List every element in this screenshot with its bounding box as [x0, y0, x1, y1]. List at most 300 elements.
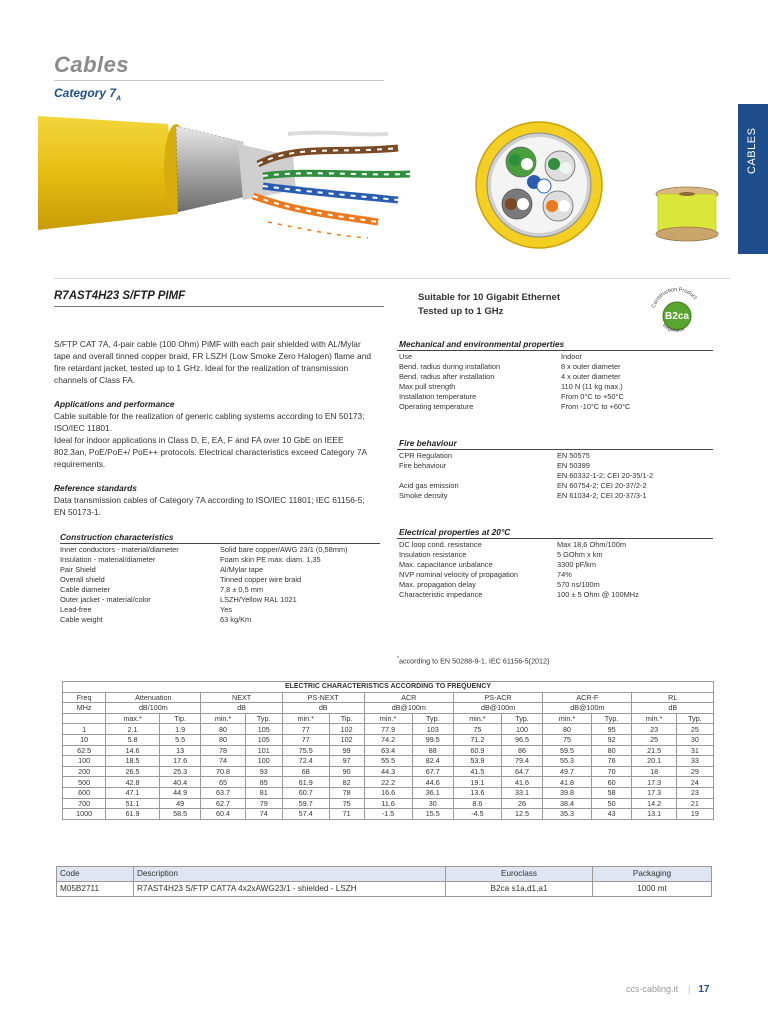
- page-footer: [626, 984, 710, 995]
- value-cell: 82: [329, 777, 364, 788]
- value-cell: 99.5: [412, 734, 453, 745]
- property-value: EN 61034-2; CEI 20-37/3-1: [557, 491, 647, 500]
- intro-text: S/FTP CAT 7A, 4-pair cable (100 Ohm) PiMF with each pair shielded with AL/Mylar tape and overall tinned copper braid, FR LSZH (Low Smoke Zero Halogen) flame and fire retardant jacket, tested up to 1 GHz. Ideal for the realization of transmission channels of Class FA.: [54, 339, 372, 385]
- value-cell: 19.1: [453, 777, 501, 788]
- table-row: [399, 362, 630, 372]
- value-cell: 41.6: [501, 777, 542, 788]
- table-row: [57, 882, 712, 897]
- value-cell: 105: [245, 734, 282, 745]
- value-cell: 20.1: [632, 756, 676, 767]
- product-code-table: [56, 866, 712, 897]
- section-tab[interactable]: [738, 104, 768, 254]
- gigabit-line: Suitable for 10 Gigabit Ethernet: [418, 292, 560, 303]
- value-cell: 44.6: [412, 777, 453, 788]
- value-cell: 78: [201, 745, 245, 756]
- value-cell: 1.9: [159, 724, 201, 735]
- title-divider: [54, 80, 384, 81]
- badge-top-text: Construction Product: [650, 286, 698, 309]
- column-unit: MHz: [63, 703, 106, 714]
- table-row: [399, 481, 653, 491]
- value-cell: 68: [282, 766, 329, 777]
- property-value: 74%: [557, 570, 572, 579]
- property-value: LSZH/Yellow RAL 1021: [220, 595, 297, 604]
- property-label: Characteristic impedance: [399, 590, 483, 599]
- value-cell: 58: [591, 787, 632, 798]
- category-label: Category 7: [54, 86, 117, 100]
- mechanical-rule: [397, 350, 713, 351]
- frequency-cell: 200: [63, 766, 106, 777]
- table-row: [399, 550, 639, 560]
- footnote-text: according to EN 50288-9-1, IEC 61156-5(2012): [398, 656, 550, 666]
- value-cell: 88: [412, 745, 453, 756]
- column-unit: dB: [282, 703, 364, 714]
- value-cell: 62.7: [201, 798, 245, 809]
- page-number: 17: [698, 984, 710, 995]
- column-subheader: min.*: [453, 713, 501, 724]
- property-value: 570 ns/100m: [557, 580, 600, 589]
- value-cell: 93: [245, 766, 282, 777]
- property-label: Smoke density: [399, 491, 448, 500]
- table-row: [399, 392, 630, 402]
- value-cell: 80: [201, 724, 245, 735]
- column-group-header: Freq: [63, 692, 106, 703]
- value-cell: 40.4: [159, 777, 201, 788]
- applications-text-1: Cable suitable for the realization of generic cabling systems according to EN 50173; ISO/IEC 11801.: [54, 411, 365, 433]
- property-label: NVP nominal velocity of propagation: [399, 570, 519, 579]
- value-cell: 59.7: [282, 798, 329, 809]
- value-cell: 38.4: [543, 798, 592, 809]
- product-name: R7AST4H23 S/FTP PIMF: [54, 290, 186, 302]
- value-cell: 49.7: [543, 766, 592, 777]
- value-cell: 77: [282, 734, 329, 745]
- value-cell: 25: [632, 734, 676, 745]
- value-cell: 102: [329, 734, 364, 745]
- column-unit: dB@100m: [543, 703, 632, 714]
- table-row: [399, 451, 653, 461]
- page-title: Cables: [54, 52, 130, 77]
- value-cell: 59.5: [543, 745, 592, 756]
- value-cell: 51.1: [106, 798, 160, 809]
- table-row: [399, 570, 639, 580]
- value-cell: 61.9: [106, 809, 160, 820]
- value-cell: 43: [591, 809, 632, 820]
- footer-separator: |: [688, 984, 691, 994]
- value-cell: 22.2: [364, 777, 412, 788]
- value-cell: 50: [591, 798, 632, 809]
- frequency-cell: 62.5: [63, 745, 106, 756]
- property-value: EN 60332-1-2; CEI 20-35/1-2: [557, 471, 654, 480]
- euroclass-header: Euroclass: [446, 867, 593, 882]
- column-unit: dB@100m: [364, 703, 453, 714]
- value-cell: 8.6: [453, 798, 501, 809]
- value-cell: -4.5: [453, 809, 501, 820]
- website-link[interactable]: ccs-cabling.it: [626, 984, 679, 994]
- value-cell: 100: [245, 756, 282, 767]
- property-label: Max. propagation delay: [399, 580, 476, 589]
- frequency-cell: 700: [63, 798, 106, 809]
- value-cell: 70: [591, 766, 632, 777]
- property-label: Bend. radius during installation: [399, 362, 501, 371]
- value-cell: -1.5: [364, 809, 412, 820]
- property-value: Yes: [220, 605, 233, 614]
- column-subheader: min.*: [282, 713, 329, 724]
- property-value: 110 N (11 kg max.): [561, 382, 623, 391]
- value-cell: 42.8: [106, 777, 160, 788]
- reference-text: Data transmission cables of Category 7A according to ISO/IEC 11801; IEC 61156-5; EN 50173-1.: [54, 495, 365, 517]
- column-subheader: Typ.: [676, 713, 713, 724]
- property-label: Outer jacket - material/color: [60, 595, 151, 604]
- value-cell: 75.5: [282, 745, 329, 756]
- property-label: Pair Shield: [60, 565, 96, 574]
- table-row: [60, 585, 347, 595]
- property-label: Insulation resistance: [399, 550, 467, 559]
- value-cell: 97: [329, 756, 364, 767]
- value-cell: 15.5: [412, 809, 453, 820]
- table-row: [63, 745, 714, 756]
- property-value: Tinned copper wire braid: [220, 575, 302, 584]
- value-cell: 75: [543, 734, 592, 745]
- product-highlights: [418, 291, 560, 319]
- frequency-cell: 1: [63, 724, 106, 735]
- property-value: EN 60754-2; CEI 20-37/2-2: [557, 481, 647, 490]
- table-row: [399, 590, 639, 600]
- value-cell: 41.5: [453, 766, 501, 777]
- packaging-header: Packaging: [593, 867, 712, 882]
- value-cell: 29: [676, 766, 713, 777]
- property-value: 7,8 ± 0,5 mm: [220, 585, 264, 594]
- table-row: [60, 555, 347, 565]
- table-row: [63, 809, 714, 820]
- value-cell: 80: [201, 734, 245, 745]
- value-cell: 25: [676, 724, 713, 735]
- value-cell: 99: [329, 745, 364, 756]
- value-cell: 72.4: [282, 756, 329, 767]
- property-label: Bend. radius after installation: [399, 372, 495, 381]
- value-cell: 33.1: [501, 787, 542, 798]
- value-cell: 24: [676, 777, 713, 788]
- property-value: From -10°C to +60°C: [561, 402, 631, 411]
- value-cell: 5.5: [159, 734, 201, 745]
- badge-bottom-text: Regulation: [661, 322, 686, 334]
- value-cell: 101: [245, 745, 282, 756]
- value-cell: 63.7: [201, 787, 245, 798]
- value-cell: 80: [591, 745, 632, 756]
- property-label: Lead-free: [60, 605, 92, 614]
- value-cell: 79.4: [501, 756, 542, 767]
- property-label: Cable weight: [60, 615, 103, 624]
- table-row: [399, 461, 653, 471]
- column-unit: dB: [632, 703, 714, 714]
- column-subheader: min.*: [632, 713, 676, 724]
- value-cell: 21.5: [632, 745, 676, 756]
- column-group-header: ACR: [364, 692, 453, 703]
- column-subheader: Typ.: [412, 713, 453, 724]
- value-cell: 64.7: [501, 766, 542, 777]
- property-label: DC loop cond. resistance: [399, 540, 482, 549]
- cable-photo: [38, 104, 438, 254]
- value-cell: 82.4: [412, 756, 453, 767]
- column-subheader: Tip.: [159, 713, 201, 724]
- construction-table: [60, 545, 347, 625]
- value-cell: 49: [159, 798, 201, 809]
- column-unit: dB@100m: [453, 703, 542, 714]
- value-cell: 17.3: [632, 777, 676, 788]
- table-row: [63, 724, 714, 735]
- column-subheader: Typ.: [501, 713, 542, 724]
- product-code: M05B2711: [57, 882, 134, 897]
- frequency-cell: 100: [63, 756, 106, 767]
- value-cell: 53.9: [453, 756, 501, 767]
- table-row: [60, 565, 347, 575]
- column-group-header: RL: [632, 692, 714, 703]
- property-label: [399, 471, 557, 481]
- value-cell: 74.2: [364, 734, 412, 745]
- property-label: Inner conductors - material/diameter: [60, 545, 179, 554]
- value-cell: 17.3: [632, 787, 676, 798]
- value-cell: 12.5: [501, 809, 542, 820]
- fire-table: [399, 451, 653, 501]
- table-row: [63, 766, 714, 777]
- fire-heading: Fire behaviour: [399, 438, 457, 448]
- value-cell: 11.6: [364, 798, 412, 809]
- property-value: 3300 pF/km: [557, 560, 597, 569]
- value-cell: 13: [159, 745, 201, 756]
- cpr-badge-icon: [646, 284, 708, 342]
- table-row: [399, 402, 630, 412]
- column-subheader: min.*: [364, 713, 412, 724]
- value-cell: 60.9: [453, 745, 501, 756]
- value-cell: 78: [329, 787, 364, 798]
- column-subheader: min.*: [543, 713, 592, 724]
- product-name-underline: [54, 306, 384, 307]
- value-cell: 47.1: [106, 787, 160, 798]
- value-cell: 26.5: [106, 766, 160, 777]
- value-cell: 71.2: [453, 734, 501, 745]
- property-value: Foam skin PE max. diam. 1,35: [220, 555, 321, 564]
- value-cell: 67.7: [412, 766, 453, 777]
- value-cell: 65: [201, 777, 245, 788]
- value-cell: 16.6: [364, 787, 412, 798]
- value-cell: 86: [501, 745, 542, 756]
- table-row: [399, 540, 639, 550]
- value-cell: 74: [201, 756, 245, 767]
- construction-rule: [60, 543, 380, 544]
- euroclass-value: B2ca s1a,d1,a1: [446, 882, 593, 897]
- table-row: [399, 491, 653, 501]
- table-row: [399, 382, 630, 392]
- value-cell: 41.8: [543, 777, 592, 788]
- value-cell: 44.9: [159, 787, 201, 798]
- property-value: Al/Mylar tape: [220, 565, 264, 574]
- value-cell: 23: [676, 787, 713, 798]
- property-value: Solid bare copper/AWG 23/1 (0,58mm): [220, 545, 348, 554]
- table-row: [60, 595, 347, 605]
- table-row: [399, 372, 630, 382]
- cable-cross-section: [474, 120, 604, 250]
- value-cell: 25.3: [159, 766, 201, 777]
- table-row: [60, 545, 347, 555]
- property-label: Fire behaviour: [399, 461, 447, 470]
- table-row: [63, 787, 714, 798]
- mechanical-heading: Mechanical and environmental properties: [399, 339, 565, 349]
- table-row: [60, 575, 347, 585]
- electrical-rule: [397, 538, 713, 539]
- value-cell: 102: [329, 724, 364, 735]
- property-value: EN 50399: [557, 461, 590, 470]
- value-cell: 96.5: [501, 734, 542, 745]
- value-cell: 60: [591, 777, 632, 788]
- property-value: 100 ± 5 Ohm @ 100MHz: [557, 590, 639, 599]
- value-cell: 60.4: [201, 809, 245, 820]
- column-subheader: Typ.: [591, 713, 632, 724]
- property-value: Indoor: [561, 352, 582, 361]
- table-row: [60, 615, 347, 625]
- value-cell: 33: [676, 756, 713, 767]
- value-cell: 13.6: [453, 787, 501, 798]
- value-cell: 63.4: [364, 745, 412, 756]
- column-group-header: Attenuation: [106, 692, 201, 703]
- electrical-table: [399, 540, 639, 600]
- value-cell: 36.1: [412, 787, 453, 798]
- value-cell: 58.5: [159, 809, 201, 820]
- value-cell: 21: [676, 798, 713, 809]
- value-cell: 31: [676, 745, 713, 756]
- property-label: Use: [399, 352, 413, 361]
- property-label: Overall shield: [60, 575, 105, 584]
- packaging-value: 1000 mt: [593, 882, 712, 897]
- property-value: EN 50575: [557, 451, 590, 460]
- property-label: CPR Regulation: [399, 451, 452, 460]
- frequency-cell: 600: [63, 787, 106, 798]
- table-row: [399, 352, 630, 362]
- table-row: [63, 756, 714, 767]
- frequency-table-caption: ELECTRIC CHARACTERISTICS ACCORDING TO FREQUENCY: [63, 682, 714, 693]
- value-cell: 75: [453, 724, 501, 735]
- column-subheader: max.*: [106, 713, 160, 724]
- badge-class: B2ca: [665, 311, 689, 322]
- value-cell: 77.9: [364, 724, 412, 735]
- reference-heading: Reference standards: [54, 483, 137, 493]
- value-cell: 35.3: [543, 809, 592, 820]
- value-cell: 105: [245, 724, 282, 735]
- frequency-table: [62, 681, 714, 820]
- product-description-cell: R7AST4H23 S/FTP CAT7A 4x2xAWG23/1 - shielded - LSZH: [134, 882, 446, 897]
- value-cell: 44.3: [364, 766, 412, 777]
- property-value: 4 x outer diameter: [561, 372, 621, 381]
- value-cell: 5.8: [106, 734, 160, 745]
- value-cell: 57.4: [282, 809, 329, 820]
- value-cell: 74: [245, 809, 282, 820]
- value-cell: 19: [676, 809, 713, 820]
- value-cell: 18: [632, 766, 676, 777]
- cable-spool: [652, 186, 722, 244]
- product-description: [54, 338, 374, 518]
- value-cell: 13.1: [632, 809, 676, 820]
- property-label: Max pull strength: [399, 382, 456, 391]
- value-cell: 60.7: [282, 787, 329, 798]
- frequency-cell: 1000: [63, 809, 106, 820]
- value-cell: 30: [676, 734, 713, 745]
- property-value: 8 x outer diameter: [561, 362, 621, 371]
- value-cell: 85: [245, 777, 282, 788]
- description-header: Description: [134, 867, 446, 882]
- value-cell: 100: [501, 724, 542, 735]
- column-unit: dB/100m: [106, 703, 201, 714]
- property-value: 5 GOhm x km: [557, 550, 603, 559]
- column-group-header: ACR-F: [543, 692, 632, 703]
- property-label: Cable diameter: [60, 585, 111, 594]
- column-unit: dB: [201, 703, 282, 714]
- property-label: Acid gas emission: [399, 481, 459, 490]
- value-cell: 92: [591, 734, 632, 745]
- property-label: Max. capacitance unbalance: [399, 560, 493, 569]
- value-cell: 81: [245, 787, 282, 798]
- footnote: [397, 656, 549, 665]
- property-value: From 0°C to +50°C: [561, 392, 624, 401]
- value-cell: 77: [282, 724, 329, 735]
- value-cell: 14.2: [632, 798, 676, 809]
- value-cell: 2.1: [106, 724, 160, 735]
- property-value: 63 kg/Km: [220, 615, 252, 624]
- column-group-header: NEXT: [201, 692, 282, 703]
- value-cell: 61.9: [282, 777, 329, 788]
- mechanical-table: [399, 352, 630, 412]
- value-cell: 55.3: [543, 756, 592, 767]
- value-cell: 17.6: [159, 756, 201, 767]
- code-header: Code: [57, 867, 134, 882]
- value-cell: 14.6: [106, 745, 160, 756]
- column-group-header: PS-NEXT: [282, 692, 364, 703]
- table-row: [63, 798, 714, 809]
- value-cell: 71: [329, 809, 364, 820]
- table-row: [399, 580, 639, 590]
- frequency-cell: 10: [63, 734, 106, 745]
- table-row: [399, 471, 653, 481]
- table-row: [60, 605, 347, 615]
- value-cell: 30: [412, 798, 453, 809]
- table-row: [399, 560, 639, 570]
- applications-text-2: Ideal for indoor applications in Class D, E, EA, F and FA over 10 GbE on IEEE 802.3an, PoE/PoE+/ PoE++ protocols. Electrical characteristics exceed Category 7A requirements.: [54, 435, 367, 469]
- value-cell: 55.5: [364, 756, 412, 767]
- column-group-header: PS-ACR: [453, 692, 542, 703]
- category-subtitle: [54, 86, 121, 102]
- column-subheader: min.*: [201, 713, 245, 724]
- value-cell: 79: [245, 798, 282, 809]
- value-cell: 18.5: [106, 756, 160, 767]
- footnote-mark: *: [397, 656, 399, 662]
- section-tab-label: CABLES: [746, 127, 758, 174]
- value-cell: 90: [329, 766, 364, 777]
- property-label: Operating temperature: [399, 402, 474, 411]
- table-row: [63, 734, 714, 745]
- column-subheader: [63, 713, 106, 724]
- value-cell: 95: [591, 724, 632, 735]
- value-cell: 26: [501, 798, 542, 809]
- property-label: Insulation - material/diameter: [60, 555, 156, 564]
- category-subscript: A: [116, 95, 122, 103]
- value-cell: 39.8: [543, 787, 592, 798]
- fire-rule: [397, 449, 713, 450]
- value-cell: 70.8: [201, 766, 245, 777]
- table-row: [63, 777, 714, 788]
- value-cell: 23: [632, 724, 676, 735]
- electrical-heading: Electrical properties at 20°C: [399, 527, 511, 537]
- construction-heading: Construction characteristics: [60, 532, 174, 542]
- frequency-line: Tested up to 1 GHz: [418, 306, 504, 317]
- property-label: Installation temperature: [399, 392, 477, 401]
- frequency-cell: 500: [63, 777, 106, 788]
- section-divider: [54, 278, 730, 279]
